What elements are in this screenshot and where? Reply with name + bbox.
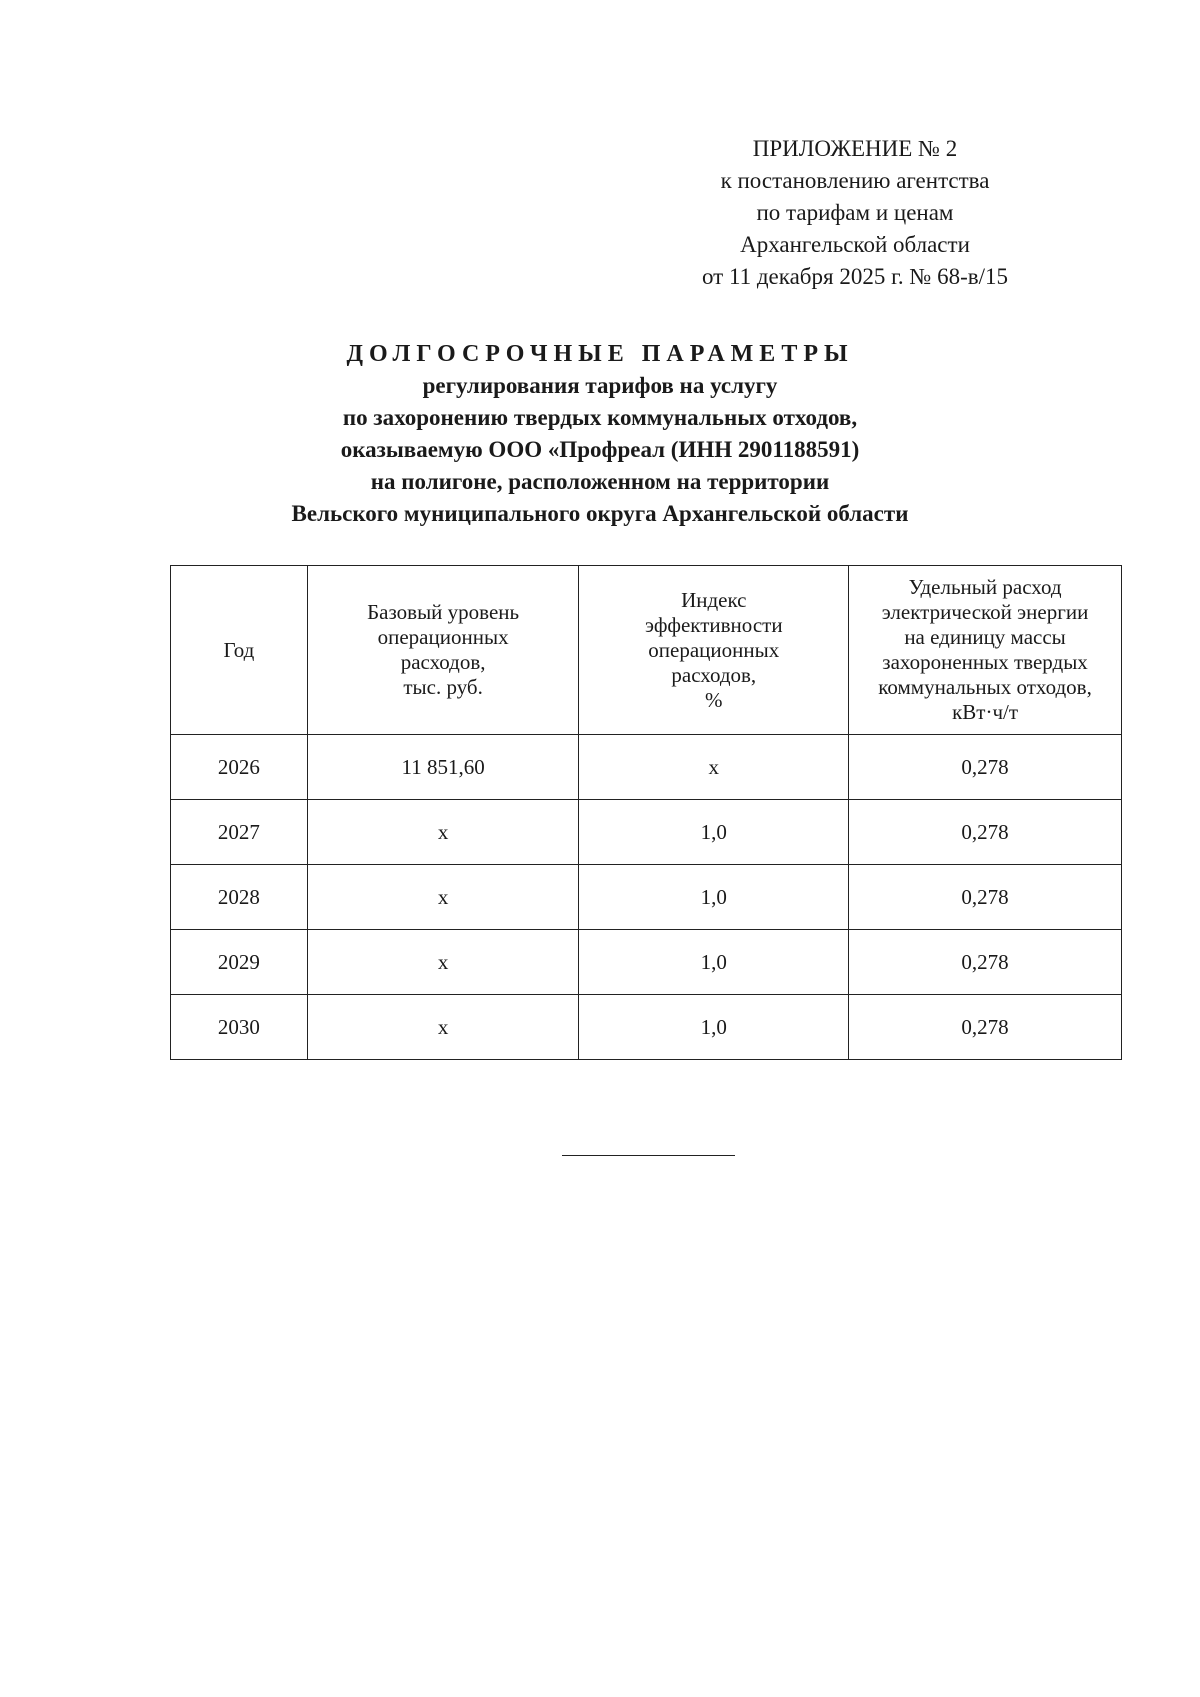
table-row — [171, 800, 1122, 865]
cell-efficiency-index: 1,0 — [579, 995, 849, 1060]
cell-efficiency-index: 1,0 — [579, 930, 849, 995]
header-line: расходов, — [400, 650, 486, 674]
cell-specific-energy: 0,278 — [849, 800, 1122, 865]
header-line: на единицу массы — [904, 625, 1066, 649]
header-base-opex — [307, 566, 579, 735]
appendix-block — [640, 133, 1070, 293]
cell-year: 2029 — [171, 930, 308, 995]
title-main: ДОЛГОСРОЧНЫЕ ПАРАМЕТРЫ — [346, 341, 854, 367]
header-year — [171, 566, 308, 735]
header-efficiency-index — [579, 566, 849, 735]
header-line: электрической энергии — [881, 600, 1089, 624]
table-row — [171, 930, 1122, 995]
appendix-line: к постановлению агентства — [720, 168, 990, 193]
header-line: тыс. руб. — [403, 675, 483, 699]
cell-base-opex: х — [307, 930, 579, 995]
table-header-row — [171, 566, 1122, 735]
cell-specific-energy: 0,278 — [849, 735, 1122, 800]
title-line: Вельского муниципального округа Архангельской области — [291, 501, 909, 526]
cell-year: 2026 — [171, 735, 308, 800]
cell-base-opex: х — [307, 995, 579, 1060]
closing-rule — [562, 1155, 735, 1156]
cell-specific-energy: 0,278 — [849, 995, 1122, 1060]
header-line: эффективности — [645, 612, 783, 637]
header-line: захороненных твердых — [882, 650, 1088, 674]
header-line: кВт·ч/т — [952, 700, 1019, 724]
header-line: операционных — [377, 625, 509, 649]
header-line: % — [705, 687, 723, 712]
header-line: операционных — [648, 637, 780, 662]
appendix-number: ПРИЛОЖЕНИЕ № 2 — [752, 136, 958, 161]
appendix-date-line: от 11 декабря 2025 г. № 68-в/15 — [701, 264, 1009, 289]
header-line: Базовый уровень — [367, 600, 520, 624]
cell-specific-energy: 0,278 — [849, 930, 1122, 995]
cell-year: 2028 — [171, 865, 308, 930]
table-row — [171, 995, 1122, 1060]
header-line: Год — [223, 637, 255, 662]
header-line: расходов, — [671, 662, 757, 687]
cell-efficiency-index: х — [579, 735, 849, 800]
cell-efficiency-index: 1,0 — [579, 800, 849, 865]
parameters-table — [170, 565, 1122, 1060]
header-line: Удельный расход — [908, 575, 1062, 599]
title-line: оказываемую ООО «Профреал (ИНН 2901188591) — [340, 437, 860, 462]
title-line: по захоронению твердых коммунальных отходов, — [342, 405, 858, 430]
cell-base-opex: х — [307, 865, 579, 930]
appendix-line: по тарифам и ценам — [756, 200, 954, 225]
header-specific-energy — [849, 566, 1122, 735]
table-row — [171, 865, 1122, 930]
document-title — [150, 338, 1050, 530]
header-line: коммунальных отходов, — [878, 675, 1092, 699]
title-line: на полигоне, расположенном на территории — [370, 469, 830, 494]
cell-efficiency-index: 1,0 — [579, 865, 849, 930]
table-row — [171, 735, 1122, 800]
cell-base-opex: 11 851,60 — [307, 735, 579, 800]
header-line: Индекс — [681, 587, 747, 612]
cell-year: 2030 — [171, 995, 308, 1060]
cell-specific-energy: 0,278 — [849, 865, 1122, 930]
appendix-line: Архангельской области — [740, 232, 970, 257]
cell-year: 2027 — [171, 800, 308, 865]
title-line: регулирования тарифов на услугу — [422, 373, 778, 398]
cell-base-opex: х — [307, 800, 579, 865]
